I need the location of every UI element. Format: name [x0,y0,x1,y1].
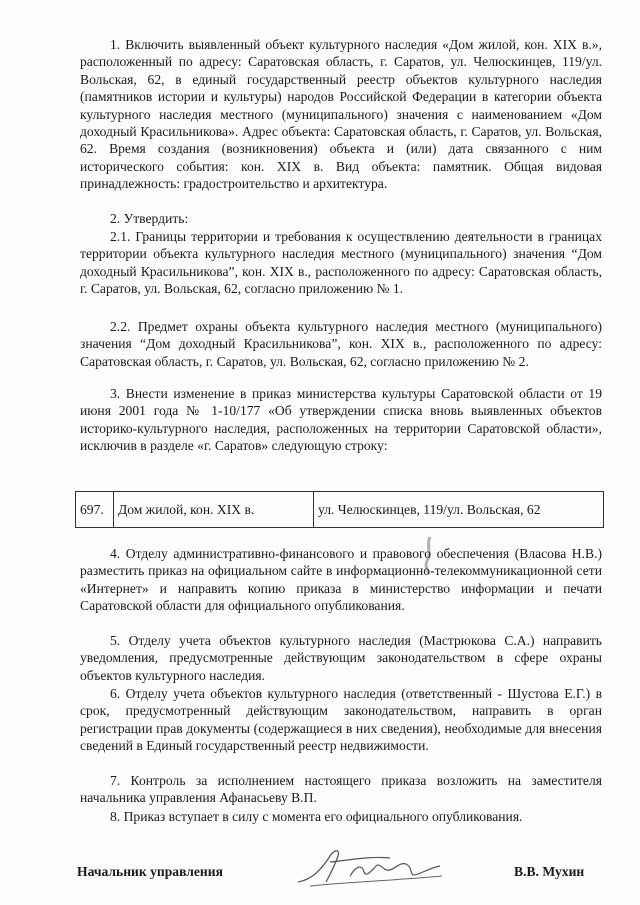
table-cell-number: 697. [76,492,114,527]
signatory-name: В.В. Мухин [514,864,585,879]
excluded-row-table [75,491,604,528]
handwritten-signature [290,842,450,892]
paragraph-5: 5. Отделу учета объектов культурного наследия (Мастрюкова С.А.) направить уведомления, предусмотренные действующим законодательством в сфере охраны объектов культурного наследия. [80,633,602,683]
paragraph-2: 2. Утвердить: [110,211,189,226]
paragraph-2-1: 2.1. Границы территории и требования к осуществлению деятельности в границах территории объекта культурного наследия местного (муниципального) значения “Дом доходный Красильникова”, кон. XIX в., расположенного по адресу: Саратовская область, г. Саратов, ул. Вольская, 62, согласно приложению № 1. [80,229,602,297]
paragraph-8: 8. Приказ вступает в силу с момента его официального опубликования. [110,809,523,824]
paragraph-2-2: 2.2. Предмет охраны объекта культурного наследия местного (муниципального) значения “Дом доходный Красильникова”, кон. XIX в., расположенного по адресу: Саратовская область, г. Саратов, ул. Вольская, 62, согласно приложению № 2. [80,319,602,369]
table-cell-name: Дом жилой, кон. XIX в. [114,492,314,527]
paragraph-1: 1. Включить выявленный объект культурного наследия «Дом жилой, кон. XIX в.», расположенный по адресу: Саратовская область, г. Саратов, ул. Челюскинцев, 119/ул. Вольская, 62, в единый государственный реестр объектов культурного наследия (памятников истории и культуры) народов Российской Федерации в категории объекта культурного наследия местного (муниципального) значения с наименованием «Дом доходный Красильникова». Адрес объекта: Саратовская область, г. Саратов, ул. Вольская, 62. Время создания (возникновения) объекта и (или) дата связанного с ним исторического события: кон. XIX в. Вид объекта: памятник. Общая видовая принадлежность: градостроительство и архитектура. [80,37,602,192]
table-cell-address: ул. Челюскинцев, 119/ул. Вольская, 62 [318,501,541,517]
paragraph-4: 4. Отделу административно-финансового и правового обеспечения (Власова Н.В.) разместить приказ на официальном сайте в информационно-телекоммуникационной сети «Интернет» и направить копию приказа в министерство информации и печати Саратовской области для официального опубликования. [80,546,602,614]
signatory-position: Начальник управления [77,864,223,879]
paragraph-3: 3. Внести изменение в приказ министерства культуры Саратовской области от 19 июня 2001 года № 1-10/177 «Об утверждении списка вновь выявленных объектов историко-культурного наследия, расположенных на территории Саратовской области», исключив в разделе «г. Саратов» следующую строку: [80,386,602,454]
paragraph-7: 7. Контроль за исполнением настоящего приказа возложить на заместителя начальника управления Афанасьеву В.П. [80,773,602,806]
paragraph-6: 6. Отделу учета объектов культурного наследия (ответственный - Шустова Е.Г.) в срок, предусмотренный действующим законодательством, направить в орган регистрации прав документы (содержащиеся в них сведения), необходимые для внесения сведений в Единый государственный реестр недвижимости. [80,686,602,754]
